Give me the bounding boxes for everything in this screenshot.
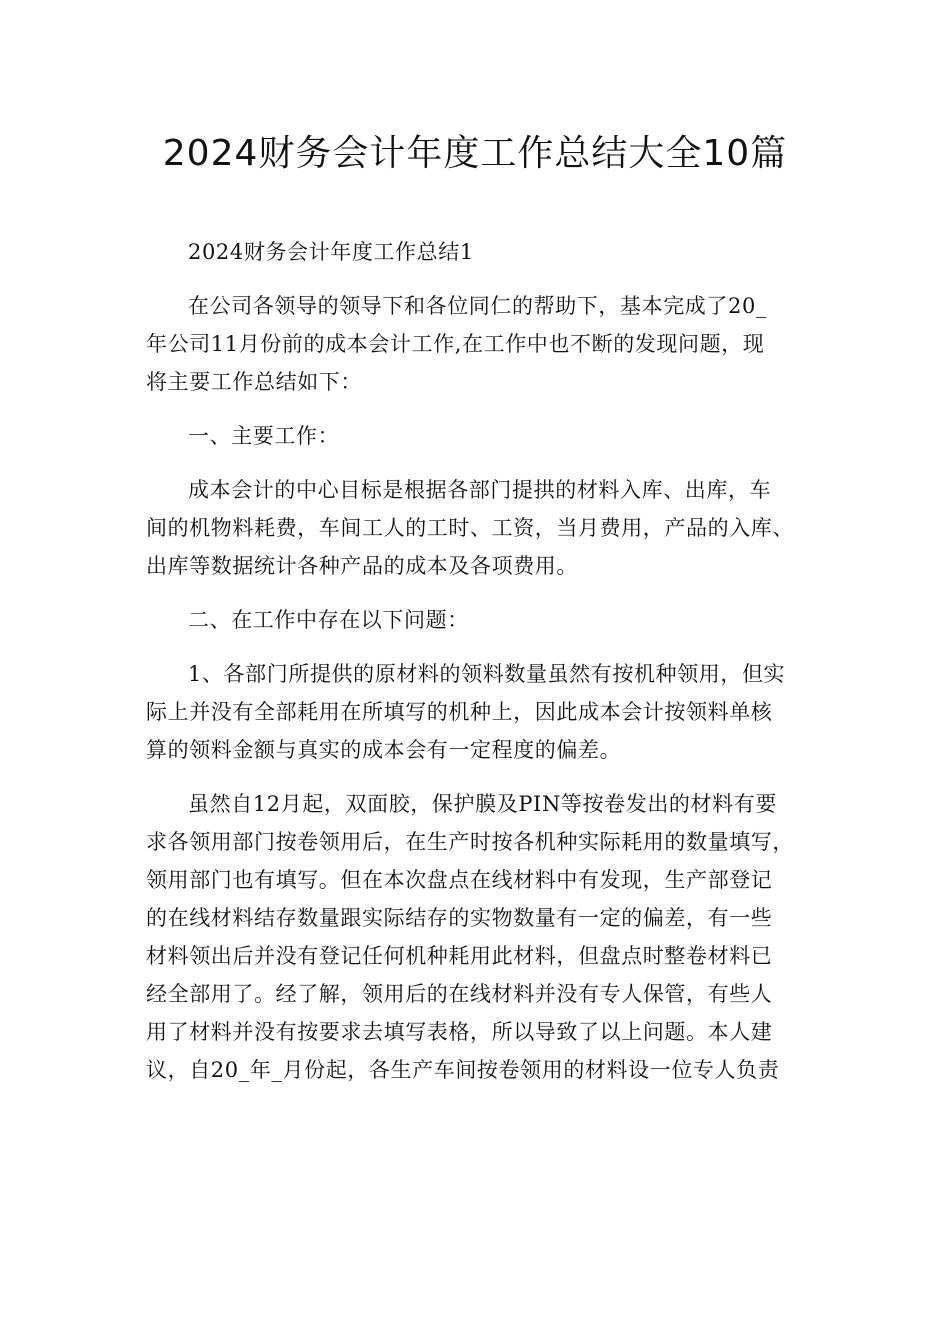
subheading: 一、主要工作： [188,424,340,448]
paragraph-line: 求各领用部门按卷领用后，在生产时按各机种实际耗用的数量填写， [146,830,794,854]
paragraph-line: 成本会计的中心目标是根据各部门提拱的材料入库、出库，车 [188,478,772,502]
paragraph-line: 年公司11月份前的成本会计工作,在工作中也不断的发现问题，现 [146,332,765,356]
paragraph-line: 在公司各领导的领导下和各位同仁的帮助下，基本完成了20_ [188,294,768,318]
paragraph-line: 材料领出后并没有登记任何机种耗用此材料，但盘点时整卷材料已 [146,944,773,968]
paragraph-line: 虽然自12月起，双面胶，保护膜及PIN等按卷发出的材料有要 [188,792,777,816]
paragraph-line: 领用部门也有填写。但在本次盘点在线材料中有发现，生产部登记 [146,868,773,892]
paragraph-line: 间的机物料耗费，车间工人的工时、工资，当月费用，产品的入库、 [146,516,794,540]
document-body [146,233,826,1089]
subheading: 二、在工作中存在以下问题： [188,608,469,632]
paragraph-line: 经全部用了。经了解，领用后的在线材料并没有专人保管，有些人 [146,982,773,1006]
paragraph-line: 1、各部门所提供的原材料的领料数量虽然有按机种领用，但实 [188,662,786,686]
paragraph-line: 的在线材料结存数量跟实际结存的实物数量有一定的偏差，有一些 [146,906,773,930]
paragraph-line: 际上并没有全部耗用在所填写的机种上，因此成本会计按领料单核 [146,700,773,724]
paragraph-line: 算的领料金额与真实的成本会有一定程度的偏差。 [146,738,622,762]
section-heading: 2024财务会计年度工作总结1 [188,240,474,264]
document-title: 2024财务会计年度工作总结大全10篇 [162,133,788,174]
paragraph-line: 议，自20_年_月份起，各生产车间按卷领用的材料设一位专人负责 [146,1058,780,1082]
paragraph-line: 将主要工作总结如下： [146,370,362,394]
paragraph-line: 用了材料并没有按要求去填写表格，所以导致了以上问题。本人建 [146,1020,773,1044]
paragraph-line: 出库等数据统计各种产品的成本及各项费用。 [146,554,578,578]
